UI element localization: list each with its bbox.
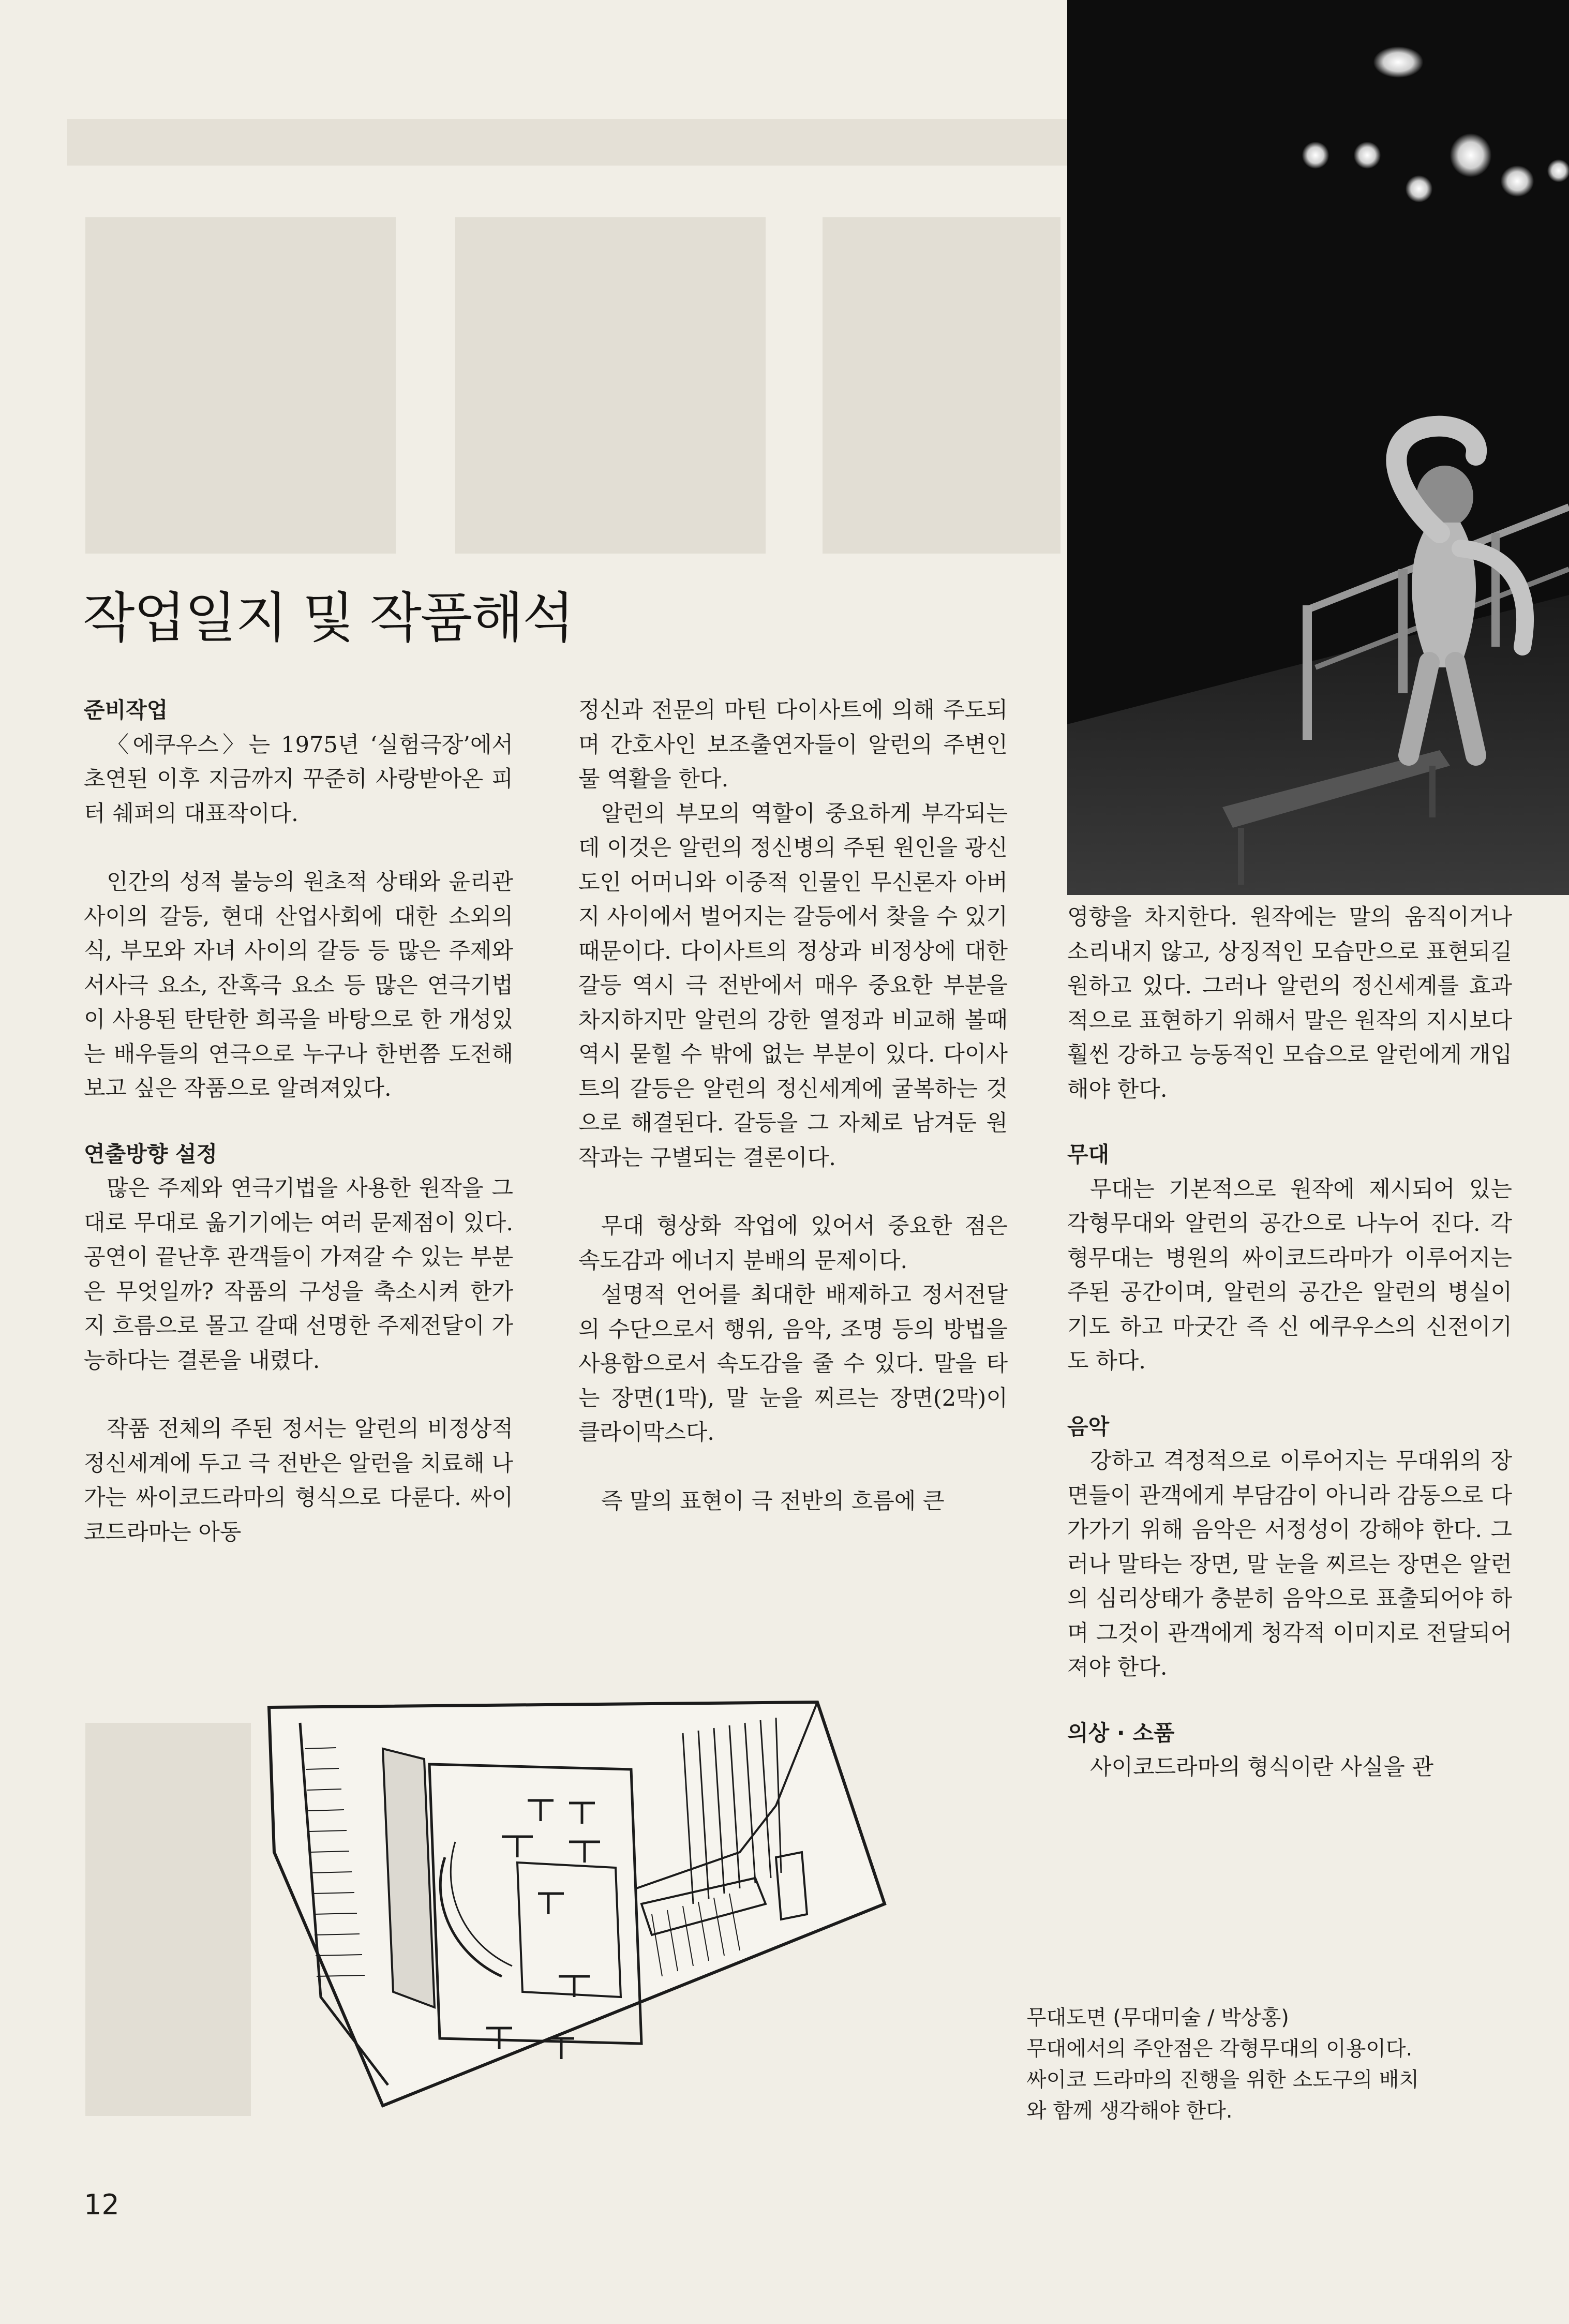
article-title: 작업일지 및 작품해석 [83,586,574,649]
paragraph: 무대 형상화 작업에 있어서 중요한 점은 속도감과 에너지 분배의 문제이다. [578,1213,1008,1274]
figure-caption [1026,2002,1523,2126]
section-heading-costume: 의상 · 소품 [1067,1720,1175,1746]
paragraph: 작품 전체의 주된 정서는 알런의 비정상적 정신세계에 두고 극 전반은 알런을 치료해 나가는 싸이코드라마의 형식으로 다룬다. 싸이코드라마는 아동 [84,1416,513,1545]
show-through-band [67,119,1081,166]
section-heading-prep: 준비작업 [84,697,168,723]
text-column-3 [1067,900,1512,1785]
caption-line: 와 함께 생각해야 한다. [1026,2099,1233,2123]
section-heading-direction: 연출방향 설정 [84,1141,218,1167]
paragraph: 설명적 언어를 최대한 배제하고 정서전달의 수단으로서 행위, 음악, 조명 등의 방법을 사용함으로서 속도감을 줄 수 있다. 말을 타는 장면(1막), 말 눈을 찌르는 장면(2막)이 클라이막스다. [578,1282,1008,1446]
paragraph: 정신과 전문의 마틴 다이사트에 의해 주도되며 간호사인 보조출연자들이 알런의 주변인물 역활을 한다. [578,697,1008,792]
show-through-block [85,217,396,554]
show-through-block [823,217,1060,554]
section-heading-stage: 무대 [1067,1142,1110,1167]
paragraph: 〈에쿠우스〉는 1975년 ‘실험극장’에서 초연된 이후 지금까지 꾸준히 사랑받아온 피터 쉐퍼의 대표작이다. [84,732,513,827]
text-column-2 [578,693,1008,1518]
paragraph: 알런의 부모의 역할이 중요하게 부각되는데 이것은 알런의 정신병의 주된 원인을 광신도인 어머니와 이중적 인물인 무신론자 아버지 사이에서 벌어지는 갈등에서 찾을 수 있기 때문이다. 다이사트의 정상과 비정상에 대한 갈등 역시 극 전반에서 매우 중요한 부분을 차지하지만 알런의 강한 열정과 비교해 볼때 역시 묻힐 수 밖에 없는 부분이 있다. 다이사트의 갈등은 알런의 정신세계에 굴복하는 것으로 해결된다. 갈등을 그 자체로 남겨둔 원작과는 구별되는 결론이다. [578,800,1008,1171]
caption-title: 무대도면 (무대미술 / 박상홍) [1026,2006,1289,2030]
section-heading-music: 음악 [1067,1413,1110,1439]
page-number: 12 [84,2188,119,2221]
stage-plan-drawing [259,1687,895,2116]
paragraph: 강하고 격정적으로 이루어지는 무대위의 장면들이 관객에게 부담감이 아니라 감동으로 다가가기 위해 음악은 서정성이 강해야 한다. 그러나 말타는 장면, 말 눈을 찌르는 장면은 알런의 심리상태가 충분히 음악으로 표출되어야 하며 그것이 관객에게 청각적 이미지로 전달되어져야 한다. [1067,1448,1512,1680]
paragraph: 무대는 기본적으로 원작에 제시되어 있는 각형무대와 알런의 공간으로 나누어 진다. 각형무대는 병원의 싸이코드라마가 이루어지는 주된 공간이며, 알런의 공간은 알런의 병실이기도 하고 마굿간 즉 신 에쿠우스의 신전이기도 하다. [1067,1176,1512,1374]
paragraph: 인간의 성적 불능의 원초적 상태와 윤리관 사이의 갈등, 현대 산업사회에 대한 소외의식, 부모와 자녀 사이의 갈등 등 많은 주제와 서사극 요소, 잔혹극 요소 등 많은 연극기법이 사용된 탄탄한 희곡을 바탕으로 한 개성있는 배우들의 연극으로 누구나 한번쯤 도전해 보고 싶은 작품으로 알려져있다. [84,869,513,1101]
stage-photo [1067,0,1569,895]
caption-line: 싸이코 드라마의 진행을 위한 소도구의 배치 [1026,2068,1419,2092]
paragraph: 많은 주제와 연극기법을 사용한 원작을 그대로 무대로 옮기기에는 여러 문제점이 있다. 공연이 끝난후 관객들이 가져갈 수 있는 부분은 무엇일까? 작품의 구성을 축소시켜 한가지 흐름으로 몰고 갈때 선명한 주제전달이 가능하다는 결론을 내렸다. [84,1175,513,1374]
show-through-block [455,217,766,554]
text-column-1 [84,693,513,1550]
paragraph: 사이코드라마의 형식이란 사실을 관 [1090,1754,1434,1780]
paragraph: 영향을 차지한다. 원작에는 말의 움직이거나 소리내지 않고, 상징적인 모습만으로 표현되길 원하고 있다. 그러나 알런의 정신세계를 효과적으로 표현하기 위해서 말은 원작의 지시보다 훨씬 강하고 능동적인 모습으로 알런에게 개입해야 한다. [1067,904,1512,1103]
show-through-block [85,1723,251,2116]
caption-line: 무대에서의 주안점은 각형무대의 이용이다. [1026,2037,1413,2061]
paragraph: 즉 말의 표현이 극 전반의 흐름에 큰 [601,1488,945,1514]
